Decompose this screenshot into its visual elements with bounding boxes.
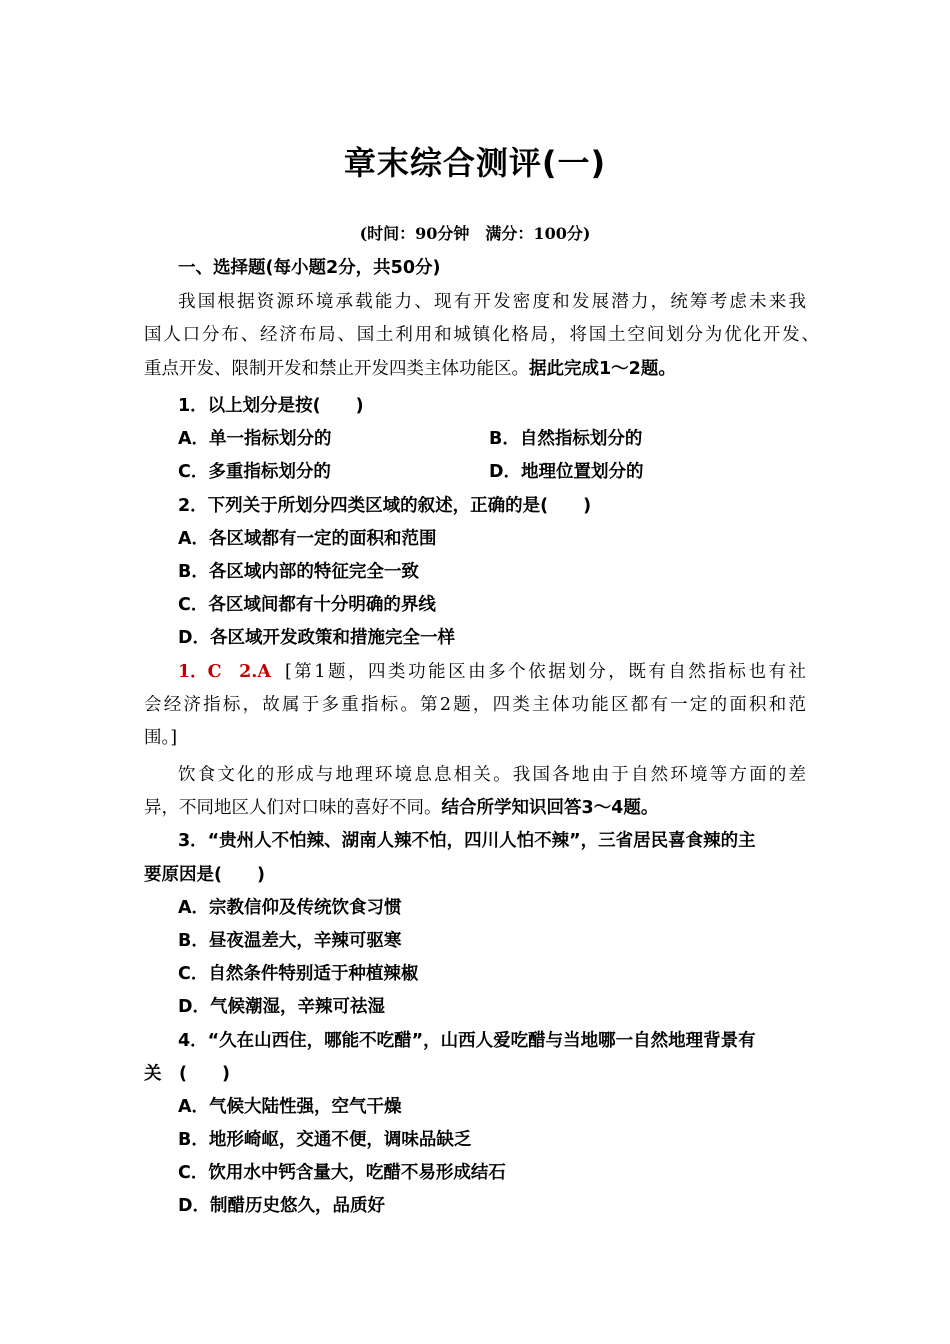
answer-1-2-line-2: 会经济指标，故属于多重指标。第2题，四类主体功能区都有一定的面积和范 <box>144 695 806 715</box>
exam-info: (时间：90分钟 满分：100分) <box>359 224 591 243</box>
question-2-option-b: B．各区域内部的特征完全一致 <box>178 562 419 582</box>
question-2-option-c: C．各区域间都有十分明确的界线 <box>178 595 436 615</box>
question-4-option-b: B．地形崎岖，交通不便，调味品缺乏 <box>178 1130 472 1150</box>
question-4-stem-line-2: 关 ( ) <box>144 1064 230 1084</box>
question-1-option-c: C．多重指标划分的 <box>178 462 331 482</box>
question-2-stem: 2．下列关于所划分四类区域的叙述，正确的是( ) <box>178 496 592 516</box>
question-1-option-d: D．地理位置划分的 <box>489 462 644 482</box>
question-4-option-a: A．气候大陆性强，空气干燥 <box>178 1097 402 1117</box>
question-3-option-c: C．自然条件特别适于种植辣椒 <box>178 964 419 984</box>
question-3-option-d: D．气候潮湿，辛辣可祛湿 <box>178 997 386 1017</box>
question-4-stem-line-1: 4．“久在山西住，哪能不吃醋”，山西人爱吃醋与当地哪一自然地理背景有 <box>178 1031 756 1051</box>
section-heading: 一、选择题(每小题2分，共50分) <box>178 258 441 278</box>
answer-1-2-line-1 <box>178 660 806 684</box>
passage-2-text: 异，不同地区人们对口味的喜好不同。 <box>144 798 442 818</box>
question-1-option-b: B．自然指标划分的 <box>489 429 643 449</box>
passage-1-line-2: 国人口分布、经济布局、国土利用和城镇化格局，将国土空间划分为优化开发、 <box>144 325 819 345</box>
question-4-option-d: D．制醋历史悠久，品质好 <box>178 1196 386 1216</box>
answer-key: 1．C 2.A <box>178 662 271 682</box>
question-3-stem-line-1: 3．“贵州人不怕辣、湖南人辣不怕，四川人怕不辣”，三省居民喜食辣的主 <box>178 831 756 851</box>
answer-1-2-line-3: 围。] <box>144 728 178 748</box>
passage-1-text: 重点开发、限制开发和禁止开发四类主体功能区。 <box>144 359 529 379</box>
passage-2-line-2 <box>144 796 658 820</box>
question-1-stem: 1．以上划分是按( ) <box>178 396 364 416</box>
question-2-option-d: D．各区域开发政策和措施完全一样 <box>178 628 456 648</box>
passage-1-line-3 <box>144 357 676 381</box>
passage-2-line-1: 饮食文化的形成与地理环境息息相关。我国各地由于自然环境等方面的差 <box>178 765 806 785</box>
answer-explanation-1: [第1题，四类功能区由多个依据划分，既有自然指标也有社 <box>284 662 806 682</box>
passage-1-line-1: 我国根据资源环境承载能力、现有开发密度和发展潜力，统筹考虑未来我 <box>178 292 806 312</box>
passage-2-instruction: 结合所学知识回答3～4题。 <box>441 798 659 818</box>
page-title: 章末综合测评(一) <box>343 144 607 182</box>
question-1-option-a: A．单一指标划分的 <box>178 429 332 449</box>
question-3-option-a: A．宗教信仰及传统饮食习惯 <box>178 898 402 918</box>
question-2-option-a: A．各区域都有一定的面积和范围 <box>178 529 437 549</box>
question-3-stem-line-2: 要原因是( ) <box>144 865 265 885</box>
question-3-option-b: B．昼夜温差大，辛辣可驱寒 <box>178 931 402 951</box>
question-4-option-c: C．饮用水中钙含量大，吃醋不易形成结石 <box>178 1163 506 1183</box>
passage-1-instruction: 据此完成1～2题。 <box>529 359 676 379</box>
